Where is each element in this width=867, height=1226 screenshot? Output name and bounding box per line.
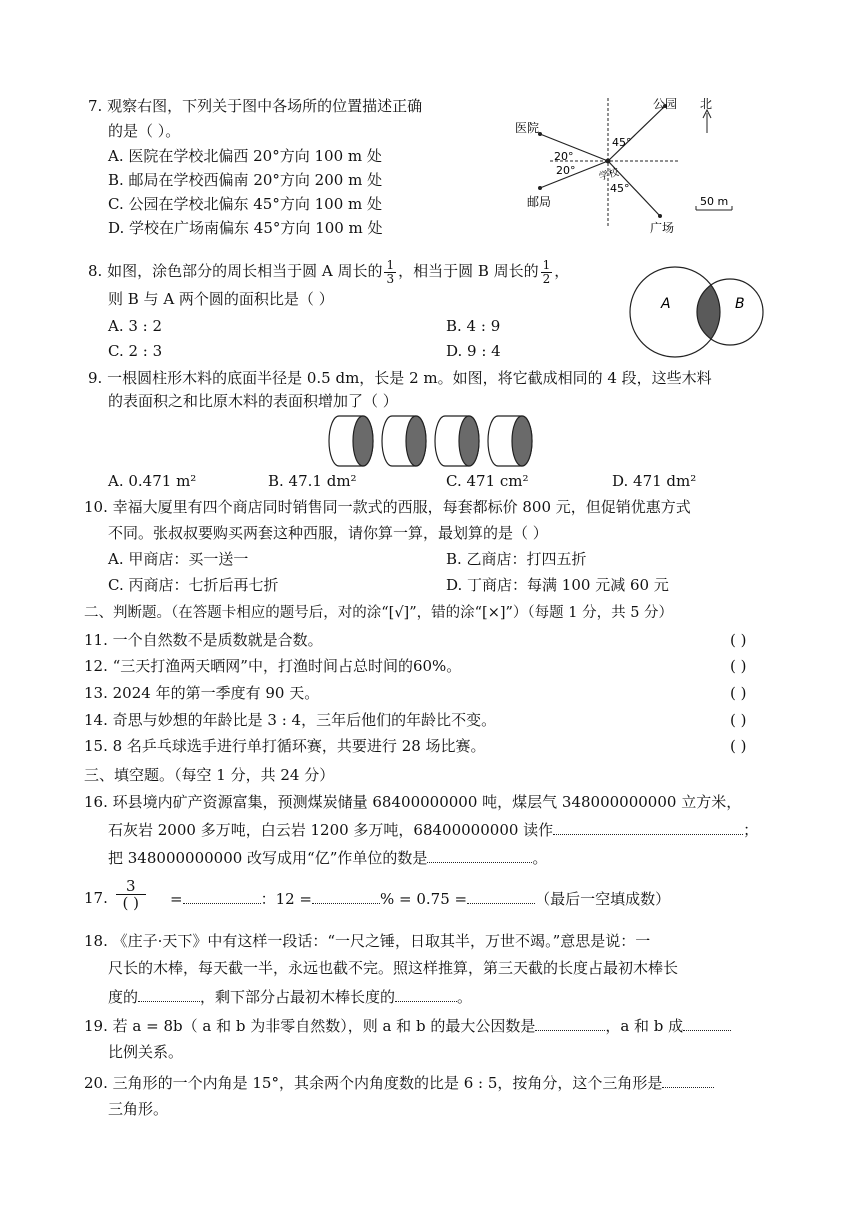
q9-cylinders-figure: [325, 412, 540, 472]
cylinder-piece-1: [329, 416, 373, 466]
map-angle-20-upper: 20°: [554, 150, 574, 163]
q8-option-b: B. 4 : 9: [446, 317, 501, 335]
q7-option-c: C. 公园在学校北偏东 45°方向 100 m 处: [108, 195, 382, 213]
q8-option-c: C. 2 : 3: [108, 342, 163, 360]
q17-equations: [170, 889, 670, 908]
circle-b-label: B: [735, 296, 745, 312]
circle-a-label: A: [661, 296, 671, 312]
q19-line1a: 19. 若 a = 8b（ a 和 b 为非零自然数），则 a 和 b 的最大公因数是: [84, 1017, 536, 1035]
map-angle-45-bottom: 45°: [610, 182, 630, 195]
q8-stem-line1: [88, 257, 569, 286]
q19-blank-1[interactable]: [535, 1016, 605, 1031]
section-3-title: 三、填空题。（每空 1 分，共 24 分）: [84, 766, 335, 784]
q16-line3-end: 。: [532, 849, 548, 867]
q7-position-map: [500, 88, 760, 238]
q8-stem-pre: 8. 如图，涂色部分的周长相当于圆 A 周长的: [88, 262, 383, 280]
q10-option-b: B. 乙商店：打四五折: [446, 550, 587, 568]
q17-pct: % = 0.75 =: [380, 890, 468, 908]
q18-line3a: 度的: [108, 988, 139, 1006]
map-angle-20-lower: 20°: [556, 164, 576, 177]
q9-option-b: B. 47.1 dm²: [268, 472, 357, 490]
q20-line2: 三角形。: [108, 1100, 169, 1118]
q9-stem-line2: 的表面积之和比原木料的表面积增加了（ ）: [108, 392, 398, 410]
q16-blank-2[interactable]: [427, 848, 532, 863]
q16-line3-text: 把 348000000000 改写成用“亿”作单位的数是: [108, 849, 428, 867]
q14-answer-paren[interactable]: ( ): [730, 711, 747, 729]
q15-answer-paren[interactable]: ( ): [730, 737, 747, 755]
q17-fraction: [116, 878, 146, 911]
q8-stem-line2: 则 B 与 A 两个圆的面积比是（ ）: [108, 290, 334, 308]
q20-blank-1[interactable]: [662, 1073, 714, 1088]
q16-line2-end: ；: [743, 821, 759, 839]
section-2-title: 二、判断题。（在答题卡相应的题号后，对的涂“[√]”，错的涂“[×]”）（每题 1 分，共 5 分）: [84, 605, 674, 621]
q7-option-b: B. 邮局在学校西偏南 20°方向 200 m 处: [108, 171, 383, 189]
q8-f1-den: 3: [386, 271, 395, 286]
q18-line3: [108, 987, 472, 1006]
q19-line2: 比例关系。: [108, 1043, 184, 1061]
q17-colon12: ：12 =: [260, 890, 313, 908]
q15-statement: 15. 8 名乒乓球选手进行单打循环赛，共要进行 28 场比赛。: [84, 737, 486, 755]
cylinder-piece-3: [435, 416, 479, 466]
q8-f2-num: 1: [542, 257, 551, 272]
q18-line3c: 。: [457, 988, 473, 1006]
q17-eq1: =: [170, 890, 183, 908]
q19-blank-2[interactable]: [683, 1016, 731, 1031]
q12-statement: 12. “三天打渔两天晒网”中，打渔时间占总时间的60%。: [84, 657, 462, 675]
q9-stem-line1: 9. 一根圆柱形木料的底面半径是 0.5 dm，长是 2 m。如图，将它截成相同的 4 段，这些木料: [88, 369, 712, 387]
q17-blank-1[interactable]: [183, 889, 261, 904]
q17-blank-3[interactable]: [467, 889, 535, 904]
map-north-label: 北: [700, 97, 713, 111]
q10-option-d: D. 丁商店：每满 100 元减 60 元: [446, 576, 669, 594]
q12-answer-paren[interactable]: ( ): [730, 657, 747, 675]
q7-stem-line2: 的是（ ）。: [108, 122, 181, 140]
map-school-label: 学校: [597, 167, 621, 183]
cylinder-piece-2: [382, 416, 426, 466]
q9-option-c: C. 471 cm²: [446, 472, 529, 490]
q14-statement: 14. 奇思与妙想的年龄比是 3 : 4，三年后他们的年龄比不变。: [84, 711, 497, 729]
q17-fraction-denominator[interactable]: ( ): [122, 894, 140, 912]
q16-line2-text: 石灰岩 2000 多万吨，白云岩 1200 多万吨，68400000000 读作: [108, 821, 554, 839]
q8-option-d: D. 9 : 4: [446, 342, 501, 360]
q7-option-a: A. 医院在学校北偏西 20°方向 100 m 处: [108, 147, 382, 165]
q8-stem-post: ，: [554, 262, 570, 280]
map-park-label: 公园: [653, 97, 678, 111]
map-angle-45-top: 45°: [612, 136, 632, 149]
q18-blank-2[interactable]: [395, 987, 457, 1002]
q9-option-d: D. 471 dm²: [612, 472, 697, 490]
q13-statement: 13. 2024 年的第一季度有 90 天。: [84, 684, 320, 702]
q16-line1: 16. 环县境内矿产资源富集，预测煤炭储量 68400000000 吨，煤层气 348000000000 立方米，: [84, 793, 742, 811]
map-square-label: 广场: [650, 221, 675, 235]
q17-blank-2[interactable]: [312, 889, 380, 904]
q8-option-a: A. 3 : 2: [108, 317, 163, 335]
q17-note: （最后一空填成数）: [535, 890, 671, 908]
q18-blank-1[interactable]: [138, 987, 200, 1002]
q17-fraction-numerator: 3: [116, 878, 146, 895]
q18-line3b: ，剩下部分占最初木棒长度的: [200, 988, 396, 1006]
q16-line3: [108, 848, 547, 867]
q18-line2: 尺长的木棒，每天截一半，永远也截不完。照这样推算，第三天截的长度占最初木棒长: [108, 959, 679, 977]
q10-option-c: C. 丙商店：七折后再七折: [108, 576, 279, 594]
q10-stem-line2: 不同。张叔叔要购买两套这种西服，请你算一算，最划算的是（ ）: [108, 524, 548, 542]
q11-statement: 11. 一个自然数不是质数就是合数。: [84, 631, 323, 649]
q17-number: 17.: [84, 889, 108, 907]
map-post-label: 邮局: [527, 195, 552, 209]
q8-stem-mid: ，相当于圆 B 周长的: [398, 262, 539, 280]
q13-answer-paren[interactable]: ( ): [730, 684, 747, 702]
q11-answer-paren[interactable]: ( ): [730, 631, 747, 649]
q20-line1: [84, 1073, 714, 1092]
q7-option-d: D. 学校在广场南偏东 45°方向 100 m 处: [108, 219, 383, 237]
cylinder-piece-4: [488, 416, 532, 466]
q19-line1: [84, 1016, 731, 1035]
q16-line2: [108, 820, 758, 839]
q10-option-a: A. 甲商店：买一送一: [108, 550, 249, 568]
q8-fraction-1: [384, 259, 396, 286]
q8-f1-num: 1: [386, 257, 395, 272]
q8-f2-den: 2: [542, 271, 551, 286]
q9-option-a: A. 0.471 m²: [108, 472, 197, 490]
q20-line1-text: 20. 三角形的一个内角是 15°，其余两个内角度数的比是 6 : 5，按角分，这个三角形是: [84, 1074, 663, 1092]
q16-blank-1[interactable]: [553, 820, 743, 835]
q19-line1b: ，a 和 b 成: [605, 1017, 684, 1035]
q7-stem-line1: 7. 观察右图，下列关于图中各场所的位置描述正确: [88, 97, 423, 115]
q8-fraction-2: [541, 259, 553, 286]
q18-line1: 18. 《庄子·天下》中有这样一段话：“一尺之锤，日取其半，万世不竭。”意思是说：一: [84, 932, 651, 950]
map-scale-label: 50 m: [700, 195, 729, 208]
q8-circles-figure: [625, 262, 770, 360]
q10-stem-line1: 10. 幸福大厦里有四个商店同时销售同一款式的西服，每套都标价 800 元，但促销优惠方式: [84, 498, 691, 516]
map-hospital-label: 医院: [515, 121, 540, 135]
